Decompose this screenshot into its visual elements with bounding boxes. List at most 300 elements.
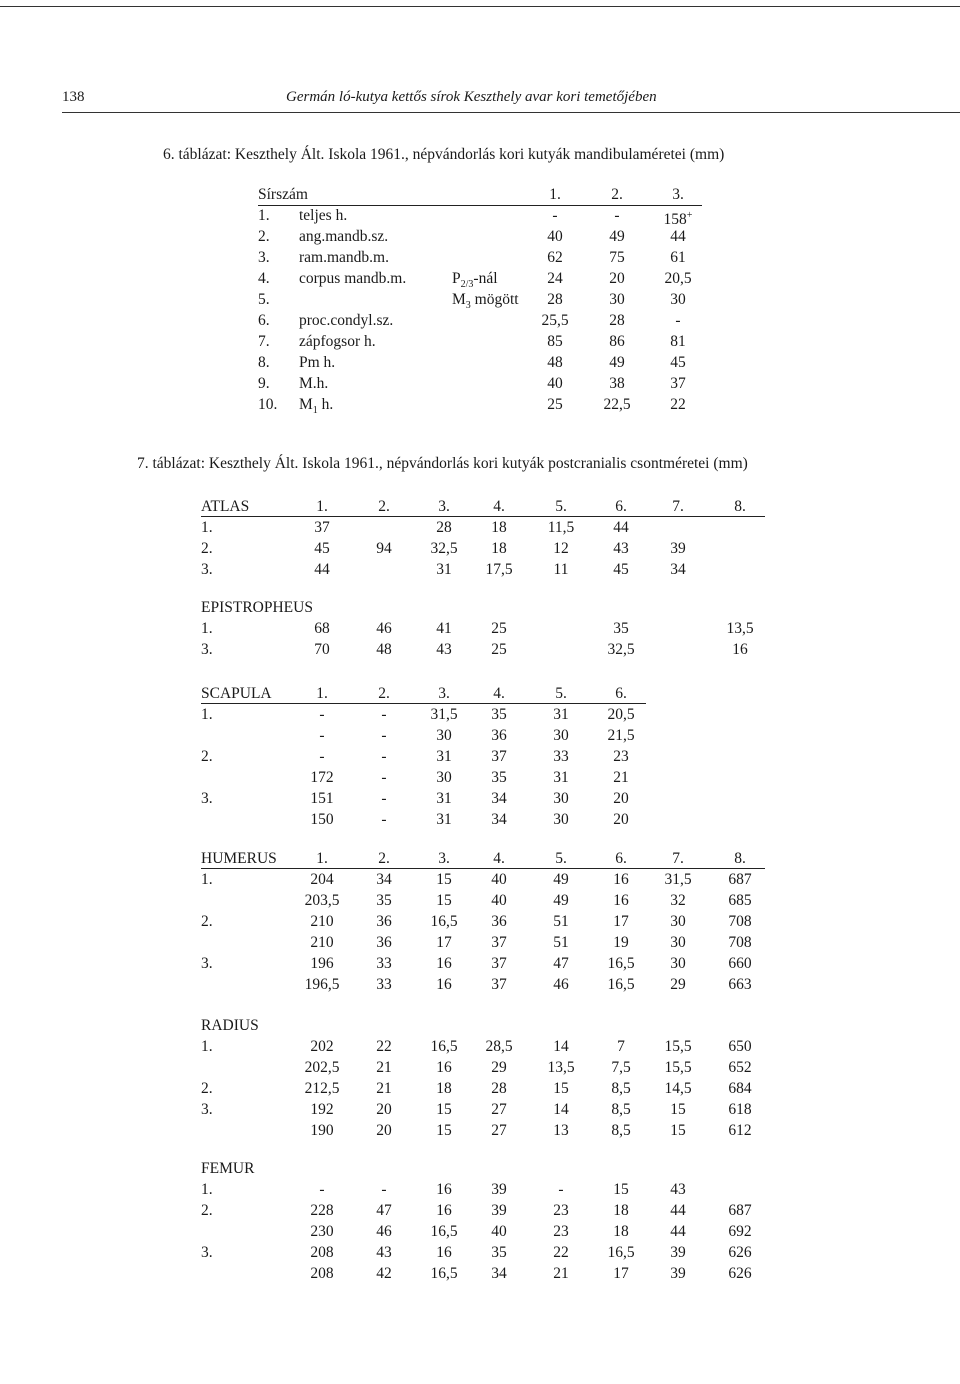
section-cell: 21 [553, 1265, 569, 1282]
section-cell: 48 [376, 641, 392, 658]
section-cell: - [381, 769, 387, 786]
table6-cell: 20,5 [664, 270, 692, 287]
section-row-id: 3. [201, 1244, 213, 1261]
table6-cell: - [552, 207, 558, 224]
table6-col-header: 1. [549, 186, 561, 203]
section-cell: 43 [613, 540, 629, 557]
section-cell: 37 [314, 519, 330, 536]
table6-cell: 24 [547, 270, 563, 287]
table6-cell: 28 [609, 312, 625, 329]
section-cell: 46 [553, 976, 569, 993]
section-cell: 39 [670, 540, 686, 557]
section-cell: 30 [553, 811, 569, 828]
section-label-femur: FEMUR [201, 1160, 255, 1177]
section-cell: 23 [613, 748, 629, 765]
section-cell: 28 [491, 1080, 507, 1097]
section-cell: 21 [376, 1059, 392, 1076]
section-cell: 31,5 [664, 871, 692, 888]
section-col-header: 4. [493, 685, 505, 702]
section-cell: 14,5 [664, 1080, 692, 1097]
section-cell: 15 [613, 1181, 629, 1198]
table6-cell: 20 [609, 270, 625, 287]
section-col-header: 2. [378, 685, 390, 702]
section-cell: 16,5 [607, 1244, 635, 1261]
section-cell: 15 [553, 1080, 569, 1097]
section-cell: 31 [436, 561, 452, 578]
section-cell: 684 [728, 1080, 752, 1097]
table6-cell: - [675, 312, 681, 329]
table6-cell: 22,5 [603, 396, 631, 413]
section-cell: 31 [436, 790, 452, 807]
table6-cell: 75 [609, 249, 625, 266]
section-col-header: 3. [438, 685, 450, 702]
section-cell: 18 [613, 1223, 629, 1240]
section-row-id: 2. [201, 540, 213, 557]
section-row-id: 1. [201, 620, 213, 637]
section-cell: 30 [670, 934, 686, 951]
section-cell: 21 [376, 1080, 392, 1097]
section-cell: 18 [491, 540, 507, 557]
table6-header-label: Sírszám [258, 186, 308, 203]
section-cell: 34 [491, 1265, 507, 1282]
section-label-humerus: HUMERUS [201, 850, 277, 867]
table6-row-name: ram.mandb.m. [299, 249, 389, 266]
section-cell: 17,5 [485, 561, 513, 578]
table6-cell: 37 [670, 375, 686, 392]
section-cell: 44 [613, 519, 629, 536]
table6-row-number: 9. [258, 375, 270, 392]
table6-row-number: 1. [258, 207, 270, 224]
section-col-header: 7. [672, 498, 684, 515]
section-cell: 687 [728, 871, 752, 888]
table6-cell: 62 [547, 249, 563, 266]
section-cell: 13,5 [547, 1059, 575, 1076]
section-cell: 228 [310, 1202, 334, 1219]
section-col-header: 6. [615, 498, 627, 515]
table6-cell: 85 [547, 333, 563, 350]
table6-col-header: 3. [672, 186, 684, 203]
section-col-header: 4. [493, 498, 505, 515]
section-col-header: 2. [378, 498, 390, 515]
table6-cell: 81 [670, 333, 686, 350]
section-col-header: 6. [615, 850, 627, 867]
running-title: Germán ló-kutya kettős sírok Keszthely avar kori temetőjében [286, 89, 657, 105]
section-cell: 37 [491, 976, 507, 993]
section-cell: 39 [670, 1244, 686, 1261]
running-head-rule [62, 112, 960, 113]
section-cell: 15,5 [664, 1059, 692, 1076]
table6-row-position: $M_3$ mögött [452, 291, 519, 312]
section-cell: 39 [491, 1181, 507, 1198]
section-cell: 28,5 [485, 1038, 513, 1055]
section-cell: 15,5 [664, 1038, 692, 1055]
table6-cell: 22 [670, 396, 686, 413]
section-cell: 16,5 [430, 913, 458, 930]
section-cell: 23 [553, 1202, 569, 1219]
table6-cell: 38 [609, 375, 625, 392]
section-cell: 15 [436, 1101, 452, 1118]
section-label-epistropheus: EPISTROPHEUS [201, 599, 313, 616]
section-cell: - [319, 748, 325, 765]
section-col-header: 7. [672, 850, 684, 867]
section-col-header: 8. [734, 498, 746, 515]
section-cell: 16 [613, 892, 629, 909]
section-cell: - [381, 811, 387, 828]
section-cell: 35 [613, 620, 629, 637]
section-col-header: 1. [316, 498, 328, 515]
table6-row-number: 7. [258, 333, 270, 350]
section-cell: 35 [491, 1244, 507, 1261]
section-cell: 31 [553, 769, 569, 786]
section-cell: 16 [613, 871, 629, 888]
section-cell: 31 [553, 706, 569, 723]
section-cell: 16,5 [430, 1265, 458, 1282]
section-cell: 15 [670, 1122, 686, 1139]
section-cell: 25 [491, 620, 507, 637]
section-cell: 39 [491, 1202, 507, 1219]
section-col-header: 5. [555, 685, 567, 702]
section-cell: 8,5 [611, 1101, 631, 1118]
section-cell: 35 [376, 892, 392, 909]
section-col-header: 6. [615, 685, 627, 702]
section-cell: 192 [310, 1101, 334, 1118]
section-cell: 70 [314, 641, 330, 658]
section-cell: 16,5 [607, 955, 635, 972]
section-cell: 612 [728, 1122, 752, 1139]
section-cell: 618 [728, 1101, 752, 1118]
table6-row-name: M.h. [299, 375, 329, 392]
section-cell: 20 [613, 790, 629, 807]
table6-row-name: teljes h. [299, 207, 348, 224]
section-row-id: 3. [201, 955, 213, 972]
section-cell: 208 [310, 1244, 334, 1261]
section-cell: 47 [553, 955, 569, 972]
section-cell: 49 [553, 871, 569, 888]
section-cell: 40 [491, 892, 507, 909]
table6-row-number: 5. [258, 291, 270, 308]
section-cell: 212,5 [304, 1080, 340, 1097]
section-cell: 43 [436, 641, 452, 658]
section-cell: - [381, 1181, 387, 1198]
section-cell: 20,5 [607, 706, 635, 723]
section-cell: - [319, 1181, 325, 1198]
section-row-id: 3. [201, 641, 213, 658]
section-cell: 33 [376, 976, 392, 993]
section-cell: 230 [310, 1223, 334, 1240]
section-cell: 196 [310, 955, 334, 972]
section-cell: 7,5 [611, 1059, 631, 1076]
section-cell: 204 [310, 871, 334, 888]
section-cell: 20 [613, 811, 629, 828]
section-cell: 190 [310, 1122, 334, 1139]
section-cell: 94 [376, 540, 392, 557]
top-rule [0, 6, 960, 7]
section-cell: 44 [670, 1223, 686, 1240]
section-cell: 626 [728, 1265, 752, 1282]
section-row-id: 1. [201, 1038, 213, 1055]
section-cell: 18 [613, 1202, 629, 1219]
section-cell: 42 [376, 1265, 392, 1282]
section-col-header: 1. [316, 685, 328, 702]
section-cell: - [381, 748, 387, 765]
section-cell: 36 [491, 913, 507, 930]
section-cell: 11,5 [547, 519, 575, 536]
section-cell: 43 [376, 1244, 392, 1261]
section-cell: 20 [376, 1122, 392, 1139]
section-cell: 15 [670, 1101, 686, 1118]
table6-cell: 30 [609, 291, 625, 308]
section-cell: 31,5 [430, 706, 458, 723]
table6-cell: 28 [547, 291, 563, 308]
section-cell: 41 [436, 620, 452, 637]
section-cell: 16 [436, 1181, 452, 1198]
section-cell: 32 [670, 892, 686, 909]
table6-row-name: proc.condyl.sz. [299, 312, 394, 329]
section-cell: 8,5 [611, 1122, 631, 1139]
table6-cell: 49 [609, 354, 625, 371]
section-cell: 687 [728, 1202, 752, 1219]
section-cell: 34 [670, 561, 686, 578]
section-col-header: 1. [316, 850, 328, 867]
section-cell: 8,5 [611, 1080, 631, 1097]
section-cell: 13,5 [726, 620, 754, 637]
section-cell: 196,5 [304, 976, 340, 993]
section-cell: 12 [553, 540, 569, 557]
table6-cell: 86 [609, 333, 625, 350]
section-cell: 44 [314, 561, 330, 578]
section-row-id: 3. [201, 561, 213, 578]
section-cell: 16 [436, 1059, 452, 1076]
section-cell: 14 [553, 1101, 569, 1118]
section-cell: 44 [670, 1202, 686, 1219]
section-row-id: 3. [201, 1101, 213, 1118]
section-cell: 49 [553, 892, 569, 909]
section-label-scapula: SCAPULA [201, 685, 272, 702]
section-cell: 151 [310, 790, 334, 807]
section-cell: 32,5 [430, 540, 458, 557]
section-row-id: 2. [201, 1080, 213, 1097]
section-cell: 30 [553, 790, 569, 807]
section-cell: 28 [436, 519, 452, 536]
table6-cell: 44 [670, 228, 686, 245]
section-cell: 208 [310, 1265, 334, 1282]
table6-cell: 40 [547, 228, 563, 245]
section-col-header: 3. [438, 850, 450, 867]
section-cell: 29 [491, 1059, 507, 1076]
section-cell: 19 [613, 934, 629, 951]
section-cell: 16,5 [430, 1223, 458, 1240]
section-cell: 16,5 [430, 1038, 458, 1055]
section-cell: 34 [376, 871, 392, 888]
section-cell: 663 [728, 976, 752, 993]
table6-cell: 30 [670, 291, 686, 308]
section-cell: 16 [436, 1244, 452, 1261]
section-cell: 30 [436, 727, 452, 744]
section-cell: 15 [436, 871, 452, 888]
section-cell: 37 [491, 955, 507, 972]
section-cell: 35 [491, 706, 507, 723]
section-cell: 34 [491, 811, 507, 828]
table6-row-number: 3. [258, 249, 270, 266]
section-row-id: 1. [201, 871, 213, 888]
table6-col-header: 2. [611, 186, 623, 203]
section-header-rule-atlas [201, 516, 765, 517]
section-col-header: 3. [438, 498, 450, 515]
table6-cell: - [614, 207, 620, 224]
section-cell: 37 [491, 748, 507, 765]
section-cell: 708 [728, 934, 752, 951]
table6-row-name: zápfogsor h. [299, 333, 376, 350]
table6-cell: 49 [609, 228, 625, 245]
section-cell: 30 [670, 913, 686, 930]
section-cell: 660 [728, 955, 752, 972]
section-cell: 16 [732, 641, 748, 658]
section-cell: 17 [436, 934, 452, 951]
section-row-id: 1. [201, 1181, 213, 1198]
section-cell: 16 [436, 1202, 452, 1219]
table6-row-number: 8. [258, 354, 270, 371]
section-row-id: 2. [201, 913, 213, 930]
table6-row-name: Pm h. [299, 354, 336, 371]
section-cell: - [381, 790, 387, 807]
section-cell: 708 [728, 913, 752, 930]
section-cell: 21,5 [607, 727, 635, 744]
table6-cell: 40 [547, 375, 563, 392]
section-cell: 14 [553, 1038, 569, 1055]
section-cell: 30 [553, 727, 569, 744]
section-cell: - [381, 706, 387, 723]
table6-row-name: $M_1$ h. [299, 396, 334, 417]
section-cell: 13 [553, 1122, 569, 1139]
table6-row-number: 6. [258, 312, 270, 329]
section-header-rule-scapula [201, 703, 646, 704]
section-col-header: 5. [555, 498, 567, 515]
section-cell: 692 [728, 1223, 752, 1240]
section-cell: - [319, 706, 325, 723]
section-cell: 40 [491, 871, 507, 888]
section-cell: 68 [314, 620, 330, 637]
section-row-id: 2. [201, 748, 213, 765]
table6-cell: 158+ [663, 210, 693, 229]
section-cell: 11 [553, 561, 569, 578]
section-cell: 36 [376, 913, 392, 930]
table7-caption: 7. táblázat: Keszthely Ált. Iskola 1961., népvándorlás kori kutyák postcranialis csontméretei (mm) [137, 455, 748, 472]
section-cell: 7 [617, 1038, 625, 1055]
table6-cell: 25,5 [541, 312, 569, 329]
section-cell: 34 [491, 790, 507, 807]
section-cell: 17 [613, 1265, 629, 1282]
section-row-id: 1. [201, 706, 213, 723]
section-label-radius: RADIUS [201, 1017, 259, 1034]
section-col-header: 8. [734, 850, 746, 867]
section-cell: 36 [491, 727, 507, 744]
section-cell: 15 [436, 1122, 452, 1139]
section-cell: 16 [436, 976, 452, 993]
section-cell: 652 [728, 1059, 752, 1076]
section-header-rule-humerus [201, 868, 765, 869]
section-cell: 210 [310, 934, 334, 951]
section-cell: 21 [613, 769, 629, 786]
section-cell: 46 [376, 1223, 392, 1240]
section-label-atlas: ATLAS [201, 498, 250, 515]
section-cell: 685 [728, 892, 752, 909]
table6-row-name: corpus mandb.m. [299, 270, 407, 287]
section-cell: 202,5 [304, 1059, 340, 1076]
section-cell: 37 [491, 934, 507, 951]
section-cell: 36 [376, 934, 392, 951]
table6-cell: 48 [547, 354, 563, 371]
section-cell: 51 [553, 934, 569, 951]
table6-row-name: ang.mandb.sz. [299, 228, 389, 245]
table6-header-rule [258, 205, 702, 206]
section-cell: 17 [613, 913, 629, 930]
table6-row-number: 10. [258, 396, 278, 413]
table6-row-position: $P_{2/3}$-nál [452, 270, 498, 291]
section-cell: - [319, 727, 325, 744]
section-cell: 210 [310, 913, 334, 930]
section-cell: 626 [728, 1244, 752, 1261]
section-row-id: 1. [201, 519, 213, 536]
table6-cell: 45 [670, 354, 686, 371]
section-cell: 43 [670, 1181, 686, 1198]
section-cell: 39 [670, 1265, 686, 1282]
section-cell: 46 [376, 620, 392, 637]
section-cell: 27 [491, 1101, 507, 1118]
section-cell: 33 [376, 955, 392, 972]
section-cell: 33 [553, 748, 569, 765]
section-cell: 47 [376, 1202, 392, 1219]
section-cell: 25 [491, 641, 507, 658]
section-cell: 45 [613, 561, 629, 578]
section-cell: 35 [491, 769, 507, 786]
section-cell: 23 [553, 1223, 569, 1240]
section-cell: 27 [491, 1122, 507, 1139]
section-cell: 40 [491, 1223, 507, 1240]
section-col-header: 2. [378, 850, 390, 867]
table6-row-number: 2. [258, 228, 270, 245]
section-cell: - [558, 1181, 564, 1198]
section-cell: 29 [670, 976, 686, 993]
section-cell: 16,5 [607, 976, 635, 993]
section-cell: 31 [436, 811, 452, 828]
section-cell: 150 [310, 811, 334, 828]
section-cell: 51 [553, 913, 569, 930]
section-cell: 16 [436, 955, 452, 972]
page-number: 138 [62, 89, 85, 105]
section-cell: 172 [310, 769, 334, 786]
section-cell: 45 [314, 540, 330, 557]
section-col-header: 4. [493, 850, 505, 867]
table6-cell: 25 [547, 396, 563, 413]
section-cell: 202 [310, 1038, 334, 1055]
section-cell: 20 [376, 1101, 392, 1118]
section-cell: 31 [436, 748, 452, 765]
section-cell: 650 [728, 1038, 752, 1055]
table6-cell: 61 [670, 249, 686, 266]
section-cell: 203,5 [304, 892, 340, 909]
section-cell: 30 [436, 769, 452, 786]
section-cell: 22 [376, 1038, 392, 1055]
section-cell: - [381, 727, 387, 744]
section-cell: 18 [436, 1080, 452, 1097]
section-cell: 18 [491, 519, 507, 536]
section-cell: 15 [436, 892, 452, 909]
section-row-id: 2. [201, 1202, 213, 1219]
section-cell: 30 [670, 955, 686, 972]
section-cell: 32,5 [607, 641, 635, 658]
section-col-header: 5. [555, 850, 567, 867]
section-cell: 22 [553, 1244, 569, 1261]
